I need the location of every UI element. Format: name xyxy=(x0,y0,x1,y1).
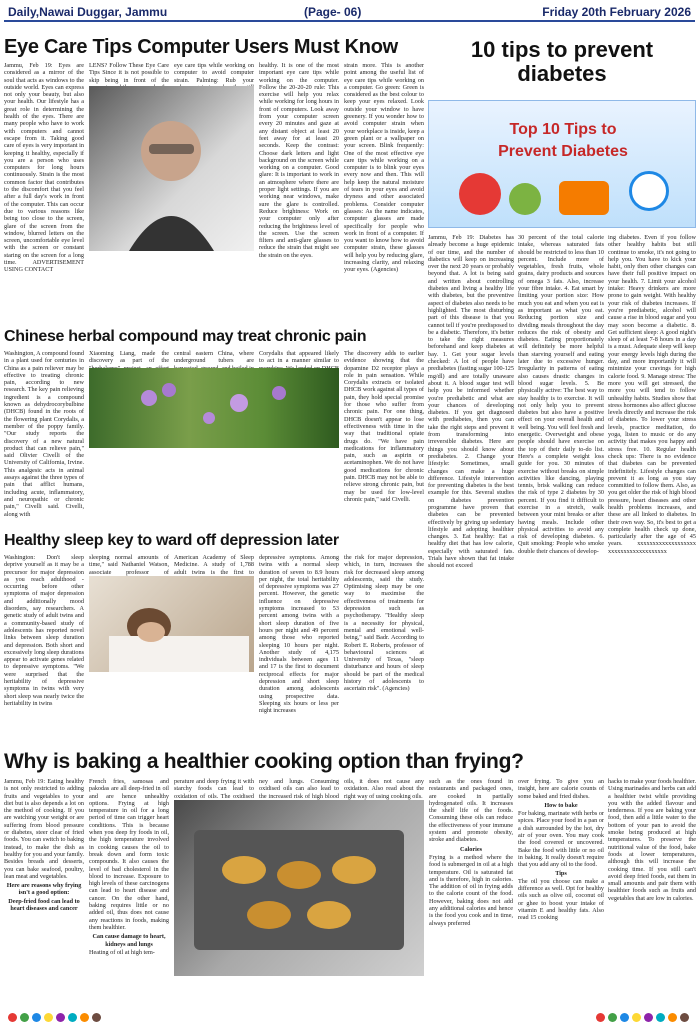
registration-dot xyxy=(8,1013,17,1022)
diabetes-banner-image xyxy=(428,100,696,228)
sleep-col2: sleeping normal amounts of time," said Nathaniel Watson, associate professor of xyxy=(89,554,169,576)
eye-article-col5: strain more. This is another point among the useful list of eye care tips while working on a computer. Go green: Green is considered as the best colour to keep your eyes relaxed. Look outside your window to have greenery. If you wonder how to avoid computer strain when your workplace is inside, keep a green plant or a wallpaper on your screen. Blink frequently: One of the most effective eye care tips while working on a computer is to blink your eyes every now and then. This will help keep the natural moisture of tears in your eyes and avoid dryness and other associated problems. Consider computer glasses: As the name indicates, computer glasses are made specifically for people who work in front of a computer. If you want to know how to avoid computer strain, these glasses will help you by reducing glare, increasing clarity, and relaxing your eyes. (Agencies) xyxy=(344,62,424,274)
baking-col2 xyxy=(89,778,169,1008)
chinese-col2: Xiaoming Liang, made the discovery as part of the xyxy=(89,350,169,365)
diabetes-col2: 30 percent of the total calorie intake, whereas saturated fats should be restricted to less than 10 percent. Include more of vegetables, fresh fruits, whole grains, dairy products and sources of omega 3 fats. Also, increase your fibre intake. 4. Eat smart by limiting your portion size: How much you eat and when you eat is as important as what you eat. Reducing portion size and dividing meals throughout the day reduces the risk of obesity and diabetes. Eating proportionately will definitely be more helpful than starving yourself and eating later due to excessive hunger. Irregularity in patterns of eating also causes drastic changes in blood sugar levels. 5. Be physically active: The best way to stay healthy is to exercise. It will not only help you to prevent diabetes but also have a positive effect on your overall health and well being. You will feel fresh and energetic. Overweight and obese people should have exercise on the top of their daily to-do list. Here's a complete weight loss guide for you. 30 minutes of exercise without breaks on simple activities like dancing, playing tennis, brisk walking can reduce the risk of type 2 diabetes by 30 percent. If you find it difficult to exercise in a stretch, walk between your mini breaks or after having meals. Include other physical activities to avoid any risk of developing diabetes. 6. Quit smoking: People who smoke double their chances of develop- xyxy=(518,234,604,555)
chinese-col1: Washington, A compound found in a plant used for centuries in China as a pain reliever may be effective to treating chronic pain, according to new research. The key pain relieving ingredient is a compound known as dehydrocorybulbine (DHCB) found in the roots of the flowering plant Corydalis, a member of the poppy family. "Our study reports the discovery of a new natural product that can relieve pain," said Olivier Civelli of the University of California, Irvine. This analgesic acts in animal assays against the three types of pain that afflict humans, including acute, inflammatory, and neuropathic or chronic pain," Civelli said. Civelli, along with xyxy=(4,350,84,518)
baking-col6-subhead: Calories xyxy=(460,845,482,853)
herb-plant-photo xyxy=(89,368,339,448)
baking-col7 xyxy=(518,778,604,1008)
sleeping-person-image xyxy=(89,576,254,672)
registration-dot xyxy=(644,1013,653,1022)
registration-dot xyxy=(608,1013,617,1022)
baking-col8: hacks to make your foods healthier. Using marinades and herbs can add a healthier twist while providing you with the added flavour and tenderness. If you are baking your food, then add a little water to the bottom of your pan to avoid the smoke being produced at high temperatures. To preserve the nutritional value of the food, bake foods at lower temperatures, although this will increase the cooking time. If you still can't avoid deep fried foods, eat them in small amounts and pair them with healthier foods such as fruits and vegetables that are low in calories. xyxy=(608,778,696,902)
registration-dot xyxy=(656,1013,665,1022)
diabetes-title-line1: 10 tips to prevent xyxy=(470,38,654,62)
baked-food-photo xyxy=(174,800,424,976)
baking-col6-text: such as the ones found in restaurants and packaged ones, are cooked in partially hydrogenated oils. It increases the shelf life of the foods. Consuming these oils can reduce the effectiveness of your immune system and promote obesity, stroke and diabetes. xyxy=(429,778,513,844)
header-page-number: (Page- 06) xyxy=(304,5,362,19)
sleep-col3: American Academy of Sleep Medicine. A study of 1,788 adult twins is the first to xyxy=(174,554,254,576)
sleep-col1: Washington: Don't sleep deprive yourself as it may be a precursor for major depression as you reach adulthood - occurring before other symptoms of major depression and additionally mood disorders, say researchers. A genetic study of adult twins and a community-based study of adolescents has reported novel links between sleep duration and depression. Both short and excessively long sleep durations appear to activate genes related to depressive symptoms. "We were surprised that the heritability of depressive symptoms in twins with very short sleep was nearly twice the heritability in twins xyxy=(4,554,84,707)
registration-dot xyxy=(56,1013,65,1022)
baking-col2-text: French fries, samosas and pakodas are all deep-fried in oil and are hence unhealthy options. Frying at high temperature in oil for a long period of time can trigger heart conditions. This is because when you deep fry foods in oil, the high temperature involved in cooking causes the oil to break down and form toxic compounds. It also causes the level of bad cholesterol in the blood to increase. Exposure to high levels of these carcinogens can lead to heart disease and cancer. On the other hand, baking requires little or no added oil, thus does not cause any reactions in foods, making them healthier. xyxy=(89,778,169,931)
page-header xyxy=(4,2,695,22)
header-date: Friday 20th February 2026 xyxy=(542,5,691,19)
registration-dot xyxy=(632,1013,641,1022)
baking-col4: ney and lungs. Consuming oxidised oils can also lead to the increased risk of high blood xyxy=(259,778,339,800)
apple-icon xyxy=(459,173,501,215)
baking-col7-b: The oil you choose can make a difference as well. Opt for healthy oils such as olive oil, coconut oil or ghee to boost your intake of vitamin E and healthy fats. Also read 15 cooking xyxy=(518,877,604,922)
diabetes-title-line2: diabetes xyxy=(517,61,607,86)
flower-plant-image xyxy=(89,368,339,448)
chinese-article-title: Chinese herbal compound may treat chronic pain xyxy=(4,328,367,345)
sleep-article-title: Healthy sleep key to ward off depression later xyxy=(4,532,339,549)
baking-col2-subhead: Can cause damage to heart, kidneys and lungs xyxy=(92,933,166,948)
banner-line1: Top 10 Tips to xyxy=(509,121,617,138)
registration-dot xyxy=(668,1013,677,1022)
baking-col7-text: over frying. To give you an insight, here are calorie counts of some baked and fried dishes. xyxy=(518,778,604,800)
diabetes-title xyxy=(428,38,696,98)
chinese-col4: Corydalis that appeared likely to act in a manner similar to xyxy=(259,350,339,365)
registration-dot xyxy=(92,1013,101,1022)
chinese-col5: The discovery adds to earlier evidence showing that the dopamine D2 receptor plays a role in pain sensation. While Corydalis extracts or isolated DHCB work against all types of pain, they hold special promise for those who suffer from chronic pain. For one thing, DHCB doesn't appear to lose effectiveness with time in the way that traditional opiate drugs do. "We have pain medications for inflammatory pain, such as aspirin or acetaminophen. We do not have good medications for chronic pain. DHCB may not be able to relieve strong chronic pain, but may be used for low-level chronic pain," said Civelli. xyxy=(344,350,424,503)
sleep-col5: the risk for major depression, which, in turn, increases the risk for decreased sleep among adolescents, said the study. Optimising sleep may be one way to maximise the effectiveness of treatments for depression such as psychotherapy. "Healthy sleep is a necessity for physical, mental and emotional well-being," said Badr. According to Robert E. Roberts, professor of behavioural sciences at University of Texas, "sleep disturbance and hours of sleep should be part of the medical history of adolescents to ascertain risk". (Agencies) xyxy=(344,554,424,693)
eye-article-title: Eye Care Tips Computer Users Must Know xyxy=(4,36,398,58)
registration-dot xyxy=(68,1013,77,1022)
baking-col3: perature and deep frying it with starchy foods can lead to oxidation of oils. The oxidised xyxy=(174,778,254,800)
vegetable-icon xyxy=(509,183,541,215)
baking-col7-subhead2: Tips xyxy=(555,869,567,877)
registration-dot xyxy=(20,1013,29,1022)
eye-article-col1: Jammu, Feb 19: Eyes are considered as a mirror of the soul that acts as windows to the outside world. Eyes can express not only your beauty, but also your health. Our lifestyle has a great role in determining the health of the eyes. There are many people who have to work with computers and cannot escape from it. Taking good care of eyes is very important in keeping it healthy, especially if you are a person who uses computers for long hours continuously. Strain is the most common factor that contributes to the discomfort that you feel after a full day's work in front of the computer. This can occur due to various reasons like being too close to the screen, glare of the screen from the window, blurred letters on the screen, uncomfortable eye level with the screen or constant staring on the screen for a long time. ADVERTISEMENT USING CONTACT xyxy=(4,62,84,274)
baking-col1 xyxy=(4,778,84,1008)
glucose-meter-icon xyxy=(629,171,669,211)
eye-article-col3: eye care tips while working on computer to avoid computer strain. Palming: Rub your xyxy=(174,62,254,84)
baking-col6 xyxy=(429,778,513,1008)
baking-col1-text: Jammu, Feb 19: Eating healthy is not only restricted to adding fruits and vegetables to your diet but is also depends a lot on the method of cooking. If you are watching your weight or are suffering from blood pressure or diabetes, steer clear of fried foods. You can switch to baking instead, to make the dish as healthy for you and your family. Besides breads and desserts, you can bake seafood, poultry, lean meat and vegetables. xyxy=(4,778,84,880)
man-portrait-image xyxy=(89,86,254,251)
footer-color-strip xyxy=(0,1010,699,1024)
eye-article-col4: healthy. It is one of the most important eye care tips while working on the computer. Follow the 20-20-20 rule: This exercise will help you relax while working for long hours in front of computers. Look away from your computer screen every 20 minutes and gaze at any distant object at least 20 feet away for at least 20 seconds. Keep the contrast: Choose dark letters and light background on the screen while working on a computer. Good glare: It is important to work in an atmosphere where there are proper light settings. If you are working near windows, make sure the glare is controlled. Reduce brightness: Work on your computer only after reducing the brightness level of the screen. Use the screen filters and anti-glare glasses to reduce the strain that might see the strain on the eyes. xyxy=(259,62,339,259)
baking-col1-subhead1: Here are reasons why frying isn't a good option: xyxy=(6,882,82,897)
chinese-col3: central eastern China, where underground tubers are xyxy=(174,350,254,365)
baking-col7-subhead1: How to bake xyxy=(544,801,578,809)
registration-dot xyxy=(80,1013,89,1022)
baking-col5-text: oils, it does not cause any oxidation. Also read about the right way of using cooking oils. xyxy=(344,778,424,800)
registration-dot xyxy=(680,1013,689,1022)
diabetes-col3: ing diabetes. Even if you follow other healthy habits but still continue to smoke, it's not going to help you. You have to kick your habit, only then other changes can have their full positive impact on your health. 7. Limit your alcohol intake: Heavy drinkers are more prone to gain weight. With healthy your risk of diabetes increases. If you're prediabetic, alcohol will cause a rise in blood sugar and you may soon become a diabetic. 8. Get sufficient sleep: A good night's sleep of at least 7-8 hours in a day is a must. Adequate sleep will keep your energy levels high during the day, and more importantly it will minimize your cravings for high calorie food. 9. Manage stress: The more you will get stressed, the more you will tend to follow unhealthy habits. Studies show that stress hormones also affect glucose levels directly and increase the risk of diabetes. To lower your stress levels, practice meditation, do yoga, listen to music or do any activity that makes you happy and stress free. 10. Regular health check ups: There is no evidence that diabetes can be prevented indefinitely. Lifestyle changes can prevent it as long as you stay committed to follow them. Also, as you get older the risk of high blood pressure, heart diseases and other health problems increases, and these are all linked to diabetes. In their own way. So, it's best to get a complete health check up done, particularly after the age of 45 years. xxxxxxxxxxxxxxxxxxx xxxxxxxxxxxxxxxxxxx xyxy=(608,234,696,555)
sleeping-woman-photo xyxy=(89,576,254,672)
baking-col1-subhead2: Deep-fried food can lead to heart diseases and cancer xyxy=(8,897,80,913)
diabetes-col1: Jammu, Feb 19: Diabetes has already become a huge epidemic of our time, and the number of diabetics will keep on increasing over the next 20 years or probably beyond that. A lot is being said and written about controlling diabetes and living a healthy life with diabetes, but the preventive aspect of diabetes also needs to be highlighted. The most disturbing part of this disease is that you cannot tell if you're predisposed to be a diabetic. Therefore, it's better to take the right measures beforehand and keep diabetes at bay. 1. Get your sugar levels checked: A lot of people have prediabetes (fasting sugar 100-125 mg/dl) and are totally unaware about it. A blood sugar test will help you be informed whether you're prediabetic and what are your chances of developing diabetes. If you get diagnosed with prediabetes, then you can take the right steps and prevent it from transforming into irreversible diabetes. Here are things you should know about prediabetes. 2. Change your lifestyle: Sometimes, small changes can make a huge difference. Lifestyle intervention for preventing diabetes is the best example for this. Several studies on diabetes prevention programme have proven that diabetes can be prevented effectively by giving up sedentary lifestyle and adopting healthier changes. 3. Eat healthy: Eat a healthy diet that has low calorie, especially with saturated fats. Trials have shown that fat intake should not exceed xyxy=(428,234,514,570)
registration-dot xyxy=(44,1013,53,1022)
fruit-basket-icon xyxy=(559,181,609,215)
registration-dot xyxy=(620,1013,629,1022)
eye-article-photo xyxy=(89,86,254,251)
baking-article-title: Why is baking a healthier cooking option than frying? xyxy=(4,750,524,773)
baking-col2-end: Heating of oil at high tem- xyxy=(89,948,155,956)
registration-dot xyxy=(32,1013,41,1022)
baking-tray-image xyxy=(174,800,424,976)
registration-dot xyxy=(596,1013,605,1022)
sleep-col4: depressive symptoms. Among twins with a normal sleep duration of seven to 8.9 hours per night, the total heritability of depressive symptoms was 27 percent. However, the genetic influence on depressive symptoms increased to 53 percent among twins with a short sleep duration of five hours per night and 49 percent among those who reported sleeping 10 hours per night. Another study of 4,175 individuals between ages 11 and 17 is the first to document reciprocal effects for major depression and short sleep duration among adolescents using prospective data. Sleeping six hours or less per night increases xyxy=(259,554,339,715)
baking-col6-end: Frying is a method where the food is submerged in oil at a high temperature. Oil is saturated fat and is therefore, high in calories. The addition of oil in frying adds to the calorie count of the food. However, baking does not add any additional calories and hence is the food you cook and in time, always preferred xyxy=(429,853,513,927)
baking-col7-a: For baking, marinate with herbs or spices. Place your food in a pan or a dish surrounded by the hot, dry air of your oven. You may cook the food covered or uncovered. Bake the food with little or no oil in baking. It really doesn't require that you add any oil to the food. xyxy=(518,810,604,869)
eye-article-col2: LENS? Follow These Eye Care Tips Since it is not possible to skip being in front of the xyxy=(89,62,169,84)
banner-line2: Prevent Diabetes xyxy=(498,143,628,160)
header-publication: Daily,Nawai Duggar, Jammu xyxy=(8,5,168,19)
